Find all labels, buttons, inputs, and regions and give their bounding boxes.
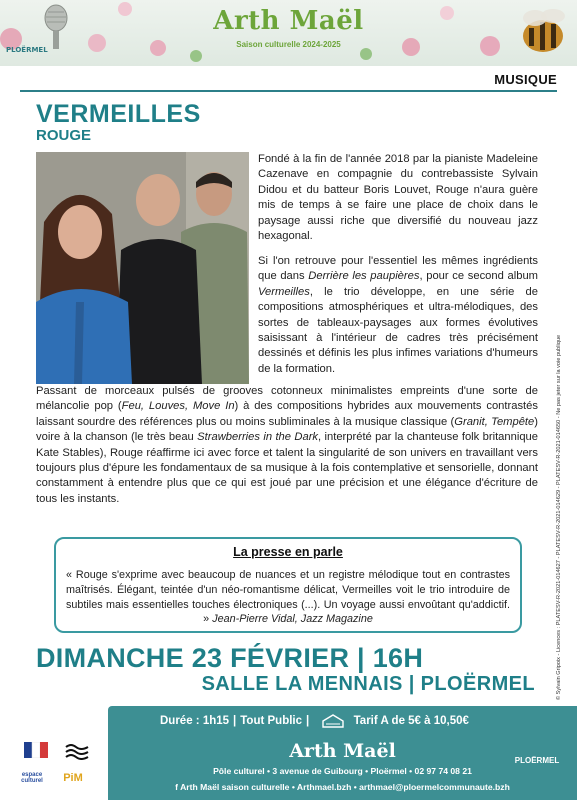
press-review-box bbox=[54, 537, 522, 633]
description-paragraph-2: Si l'on retrouve pour l'essentiel les mêmes ingrédients que dans Derrière les paupières, pour ce second album Vermeilles, le trio développe, en une série de compositions atmosphériques et ultra-mélodiques, des sortes de tableaux-paysages aux formes évolutives saisissant à l'intérieur de cadres très précisément dessinés et définis les plus infimes variations d'humeurs de la formation. bbox=[258, 255, 538, 375]
category-label: MUSIQUE bbox=[494, 72, 557, 87]
season-subtitle: Saison culturelle 2024-2025 bbox=[236, 40, 341, 49]
band-photo-illustration bbox=[36, 152, 249, 384]
event-venue: SALLE LA MENNAIS | PLOËRMEL bbox=[201, 673, 535, 695]
press-source: Jean-Pierre Vidal, Jazz Magazine bbox=[212, 613, 373, 626]
album-title-italic: Vermeilles bbox=[258, 285, 310, 298]
track-titles-italic: Strawberries in the Dark bbox=[197, 431, 319, 444]
artist-name: ROUGE bbox=[36, 127, 92, 144]
track-titles-italic: Feu, Louves, Move In bbox=[121, 400, 235, 413]
track-titles-italic: Granit, Tempête bbox=[454, 415, 535, 428]
house-ticket-icon bbox=[322, 714, 344, 728]
press-heading: La presse en parle bbox=[233, 545, 343, 559]
footer-address: Pôle culturel • 3 avenue de Guibourg • Ploërmel • 02 97 74 08 21 bbox=[213, 766, 472, 776]
description-paragraph-3: Passant de morceaux pulsés de grooves cotonneux minimalistes empreints d'une sorte de mélancolie pop (Feu, Louves, Move In) à des compositions hybrides aux mouvements contrastés laissant sourdre des références plus ou moins subliminales à la musique classique (Granit, Tempête) voire à la chanson (le très beau Strawberries in the Dark, interprété par la chanteuse folk britannique Kate Stables), Rouge réaffirme ici avec force et talent la singularité de son univers en travaillant vers toujours plus d'épure les fondamentaux de sa musique à la fois contemplative et sensorielle, donnant constamment à entendre plus que ce qui est joué par une précision et une élégance d'écriture de tous les instants. bbox=[36, 385, 538, 505]
republic-flag-icon bbox=[24, 742, 48, 758]
photo-credit-licences: © Sylvain Gripoix - Licences : PLATESV-R-2021-014627 - PLATESV-R-2021-014629 - PLATESV-R-2021-014650 - Ne pas jeter sur la voie publique bbox=[556, 334, 562, 700]
audience: Tout Public bbox=[240, 715, 303, 728]
ploermel-city-logo: PLOËRMEL bbox=[514, 756, 560, 765]
partner-logos bbox=[14, 748, 104, 796]
header-banner bbox=[0, 0, 577, 66]
event-date-time: DIMANCHE 23 FÉVRIER | 16H bbox=[36, 643, 424, 673]
press-quote: « Rouge s'exprime avec beaucoup de nuances et un registre mélodique tout en contrastes maîtrisés. Élégant, teintée d'un néo-romantisme délicat, Vermeilles voit le trio introduire de subtiles mais essentielles touches électroniques (...). Un voyage aussi envoûtant qu'addictif. » Jean-Pierre Vidal, Jazz Magazine bbox=[66, 569, 510, 626]
footer-brand: Arth Maël bbox=[289, 740, 396, 762]
credit-strip bbox=[556, 334, 566, 800]
ploermel-logo: PLOËRMEL bbox=[6, 46, 48, 54]
espace-culturel-logo: espace culturel bbox=[21, 772, 43, 784]
divider bbox=[20, 90, 557, 92]
band-photo bbox=[36, 152, 249, 384]
tariff: Tarif A de 5€ à 10,50€ bbox=[353, 715, 469, 728]
footer-web-links: f Arth Maël saison culturelle • Arthmael.bzh • arthmael@ploermelcommunaute.bzh bbox=[175, 782, 510, 792]
pim-logo: PiM bbox=[63, 772, 83, 784]
region-wave-icon bbox=[64, 742, 90, 760]
album-title-italic: Derrière les paupières bbox=[308, 270, 420, 283]
season-brand-title: Arth Maël bbox=[213, 6, 364, 36]
show-title: VERMEILLES bbox=[36, 100, 201, 128]
bee-illustration bbox=[513, 6, 571, 60]
description-paragraph-1: Fondé à la fin de l'année 2018 par la pianiste Madeleine Cazenave en compagnie du contrebassiste Sylvain Didou et du batteur Boris Louvet, Rouge n'aura guère mis de temps à se faire une place de choix dans le paysage aussi riche que diversifié du nouveau jazz hexagonal. bbox=[258, 153, 538, 243]
duration: Durée : 1h15 bbox=[160, 715, 230, 728]
event-info-row: Durée : 1h15 | Tout Public | Tarif A de 5€ à 10,50€ bbox=[160, 715, 469, 728]
